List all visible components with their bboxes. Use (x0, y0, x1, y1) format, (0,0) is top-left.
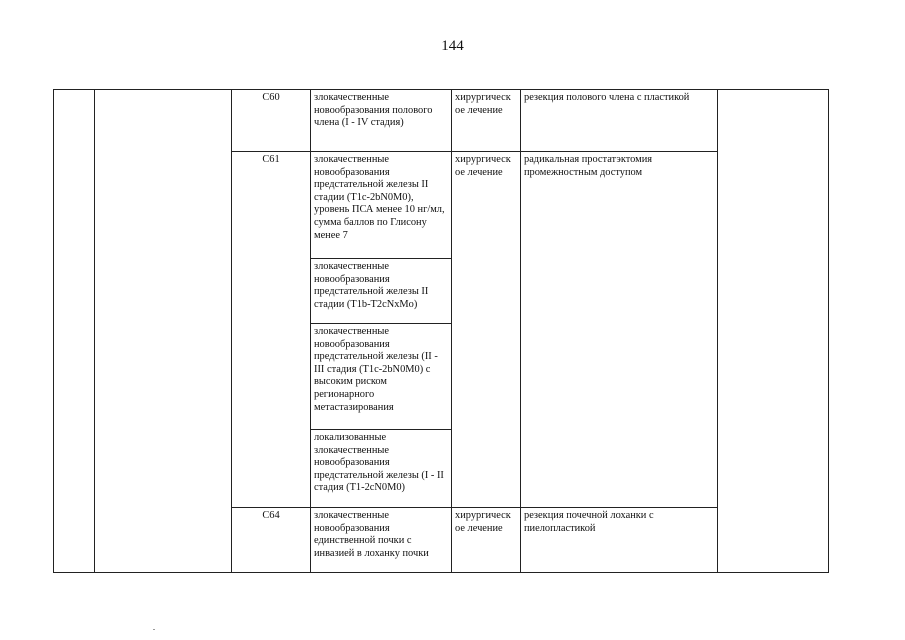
icd-code-cell: C60 (232, 90, 311, 152)
table-row (54, 90, 829, 152)
treatment-type-cell: хирургическ ое лечение (452, 152, 521, 508)
treatment-method-cell: резекция полового члена с пластикой (521, 90, 718, 152)
condition-cell: злокачественные новообразования полового члена (I - IV стадия) (311, 90, 452, 152)
page-number: 144 (441, 38, 464, 54)
treatment-method-cell: радикальная простатэктомия промежностным доступом (521, 152, 718, 508)
condition-cell: злокачественные новообразования предстательной железы II стадии (T1c-2bN0M0), уровень ПСА менее 10 нг/мл, сумма баллов по Глисону менее 7 (311, 152, 452, 259)
treatment-type-cell: хирургическ ое лечение (452, 90, 521, 152)
col-number-cell (54, 90, 95, 573)
icd-code-cell: C64 (232, 508, 311, 573)
condition-cell: злокачественные новообразования предстательной железы (II - III стадия (T1c-2bN0M0) с высоким риском регионарного метастазирования (311, 324, 452, 430)
treatment-type-cell: хирургическ ое лечение (452, 508, 521, 573)
treatment-method-cell: резекция почечной лоханки с пиелопластикой (521, 508, 718, 573)
condition-cell: локализованные злокачественные новообразования предстательной железы (I - II стадия (T1-2cN0M0) (311, 430, 452, 508)
col-name-cell (95, 90, 232, 573)
treatment-table (53, 89, 829, 573)
scan-speck (153, 629, 155, 630)
condition-cell: злокачественные новообразования предстательной железы II стадии (T1b-T2cNxMo) (311, 259, 452, 324)
icd-code-cell: C61 (232, 152, 311, 508)
col-extra-cell (718, 90, 829, 573)
condition-cell: злокачественные новообразования единственной почки с инвазией в лоханку почки (311, 508, 452, 573)
